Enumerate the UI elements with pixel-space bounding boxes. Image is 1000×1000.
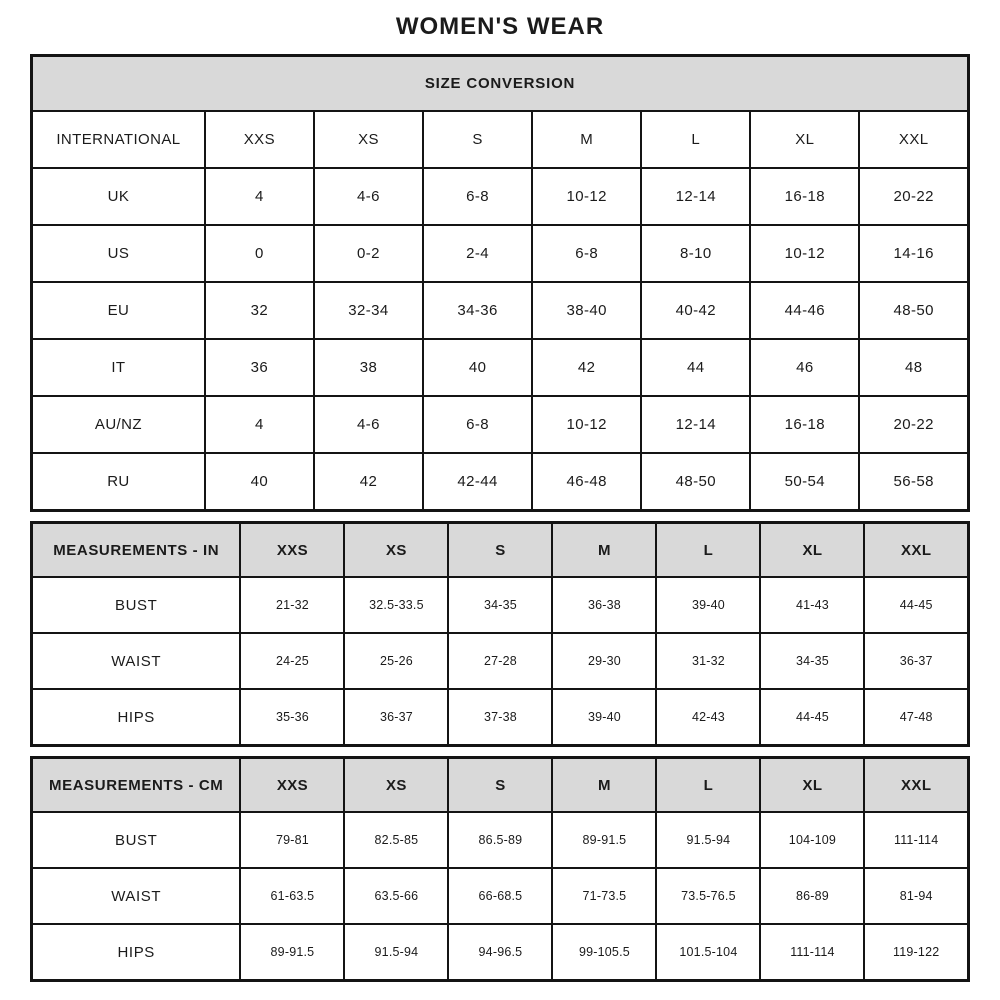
value-cell: 50-54 — [750, 453, 859, 511]
column-header: M — [532, 111, 641, 168]
value-cell: 36-38 — [552, 577, 656, 633]
value-cell: 32 — [205, 282, 314, 339]
measurements_cm-row-0 — [32, 812, 969, 868]
measurements_in-row-1 — [32, 633, 969, 689]
column-header: XXS — [205, 111, 314, 168]
row-label: BUST — [32, 812, 241, 868]
value-cell: 94-96.5 — [448, 924, 552, 981]
column-header: XXL — [864, 523, 968, 578]
value-cell: 6-8 — [423, 396, 532, 453]
value-cell: 47-48 — [864, 689, 968, 746]
row-label: EU — [32, 282, 205, 339]
size_conversion-columns-row — [32, 111, 969, 168]
value-cell: 63.5-66 — [344, 868, 448, 924]
value-cell: 44-46 — [750, 282, 859, 339]
value-cell: 44-45 — [760, 689, 864, 746]
value-cell: 44-45 — [864, 577, 968, 633]
column-header: XXS — [240, 523, 344, 578]
value-cell: 31-32 — [656, 633, 760, 689]
value-cell: 71-73.5 — [552, 868, 656, 924]
value-cell: 12-14 — [641, 396, 750, 453]
column-header: L — [656, 523, 760, 578]
measurements_in-row-0 — [32, 577, 969, 633]
value-cell: 38-40 — [532, 282, 641, 339]
value-cell: 56-58 — [859, 453, 968, 511]
value-cell: 0-2 — [314, 225, 423, 282]
value-cell: 21-32 — [240, 577, 344, 633]
value-cell: 36-37 — [864, 633, 968, 689]
value-cell: 4 — [205, 396, 314, 453]
measurements_cm-columns-row — [32, 758, 969, 813]
value-cell: 29-30 — [552, 633, 656, 689]
value-cell: 20-22 — [859, 168, 968, 225]
column-header: XXL — [864, 758, 968, 813]
value-cell: 37-38 — [448, 689, 552, 746]
column-header: S — [448, 523, 552, 578]
column-header: XL — [760, 758, 864, 813]
value-cell: 44 — [641, 339, 750, 396]
value-cell: 34-35 — [760, 633, 864, 689]
column-header: XS — [314, 111, 423, 168]
value-cell: 81-94 — [864, 868, 968, 924]
value-cell: 36-37 — [344, 689, 448, 746]
value-cell: 111-114 — [760, 924, 864, 981]
measurements_cm-row-2 — [32, 924, 969, 981]
value-cell: 46-48 — [532, 453, 641, 511]
value-cell: 66-68.5 — [448, 868, 552, 924]
measurements-cm-table — [30, 756, 970, 982]
value-cell: 86.5-89 — [448, 812, 552, 868]
value-cell: 86-89 — [760, 868, 864, 924]
page-title: WOMEN'S WEAR — [395, 13, 605, 40]
value-cell: 42 — [314, 453, 423, 511]
value-cell: 39-40 — [656, 577, 760, 633]
size_conversion-banner-row — [32, 56, 969, 112]
measurements_in-row-2 — [32, 689, 969, 746]
value-cell: 4 — [205, 168, 314, 225]
value-cell: 8-10 — [641, 225, 750, 282]
value-cell: 36 — [205, 339, 314, 396]
measurements-in-table — [30, 521, 970, 747]
row-label: BUST — [32, 577, 241, 633]
value-cell: 40 — [423, 339, 532, 396]
size_conversion-row-3 — [32, 339, 969, 396]
value-cell: 4-6 — [314, 396, 423, 453]
value-cell: 20-22 — [859, 396, 968, 453]
value-cell: 39-40 — [552, 689, 656, 746]
column-header: XS — [344, 523, 448, 578]
value-cell: 119-122 — [864, 924, 968, 981]
size_conversion-first-column-header: INTERNATIONAL — [32, 111, 205, 168]
value-cell: 101.5-104 — [656, 924, 760, 981]
value-cell: 16-18 — [750, 168, 859, 225]
measurements_cm-row-1 — [32, 868, 969, 924]
measurements_cm-first-column-header: MEASUREMENTS - CM — [32, 758, 241, 813]
value-cell: 12-14 — [641, 168, 750, 225]
column-header: XS — [344, 758, 448, 813]
value-cell: 38 — [314, 339, 423, 396]
column-header: XL — [760, 523, 864, 578]
value-cell: 24-25 — [240, 633, 344, 689]
row-label: US — [32, 225, 205, 282]
value-cell: 91.5-94 — [656, 812, 760, 868]
column-header: XL — [750, 111, 859, 168]
value-cell: 48 — [859, 339, 968, 396]
row-label: RU — [32, 453, 205, 511]
value-cell: 10-12 — [532, 396, 641, 453]
column-header: XXS — [240, 758, 344, 813]
value-cell: 42-44 — [423, 453, 532, 511]
value-cell: 40-42 — [641, 282, 750, 339]
value-cell: 0 — [205, 225, 314, 282]
size_conversion-banner: SIZE CONVERSION — [32, 56, 969, 112]
value-cell: 79-81 — [240, 812, 344, 868]
size_conversion-row-2 — [32, 282, 969, 339]
row-label: UK — [32, 168, 205, 225]
size_conversion-row-0 — [32, 168, 969, 225]
value-cell: 27-28 — [448, 633, 552, 689]
value-cell: 104-109 — [760, 812, 864, 868]
value-cell: 10-12 — [750, 225, 859, 282]
value-cell: 42-43 — [656, 689, 760, 746]
size_conversion-row-5 — [32, 453, 969, 511]
value-cell: 41-43 — [760, 577, 864, 633]
column-header: M — [552, 758, 656, 813]
size-conversion-table — [30, 54, 970, 512]
value-cell: 2-4 — [423, 225, 532, 282]
row-label: AU/NZ — [32, 396, 205, 453]
column-header: S — [423, 111, 532, 168]
value-cell: 46 — [750, 339, 859, 396]
value-cell: 99-105.5 — [552, 924, 656, 981]
row-label: HIPS — [32, 924, 241, 981]
value-cell: 82.5-85 — [344, 812, 448, 868]
row-label: WAIST — [32, 868, 241, 924]
value-cell: 42 — [532, 339, 641, 396]
value-cell: 34-35 — [448, 577, 552, 633]
row-label: WAIST — [32, 633, 241, 689]
column-header: L — [656, 758, 760, 813]
value-cell: 48-50 — [859, 282, 968, 339]
value-cell: 10-12 — [532, 168, 641, 225]
value-cell: 89-91.5 — [240, 924, 344, 981]
value-cell: 14-16 — [859, 225, 968, 282]
value-cell: 32-34 — [314, 282, 423, 339]
measurements_in-first-column-header: MEASUREMENTS - IN — [32, 523, 241, 578]
value-cell: 48-50 — [641, 453, 750, 511]
value-cell: 32.5-33.5 — [344, 577, 448, 633]
row-label: HIPS — [32, 689, 241, 746]
size_conversion-row-1 — [32, 225, 969, 282]
value-cell: 34-36 — [423, 282, 532, 339]
value-cell: 6-8 — [532, 225, 641, 282]
value-cell: 91.5-94 — [344, 924, 448, 981]
row-label: IT — [32, 339, 205, 396]
value-cell: 61-63.5 — [240, 868, 344, 924]
value-cell: 35-36 — [240, 689, 344, 746]
value-cell: 6-8 — [423, 168, 532, 225]
value-cell: 73.5-76.5 — [656, 868, 760, 924]
column-header: XXL — [859, 111, 968, 168]
value-cell: 4-6 — [314, 168, 423, 225]
column-header: M — [552, 523, 656, 578]
column-header: S — [448, 758, 552, 813]
value-cell: 25-26 — [344, 633, 448, 689]
value-cell: 89-91.5 — [552, 812, 656, 868]
value-cell: 40 — [205, 453, 314, 511]
value-cell: 16-18 — [750, 396, 859, 453]
column-header: L — [641, 111, 750, 168]
measurements_in-columns-row — [32, 523, 969, 578]
size_conversion-row-4 — [32, 396, 969, 453]
value-cell: 111-114 — [864, 812, 968, 868]
